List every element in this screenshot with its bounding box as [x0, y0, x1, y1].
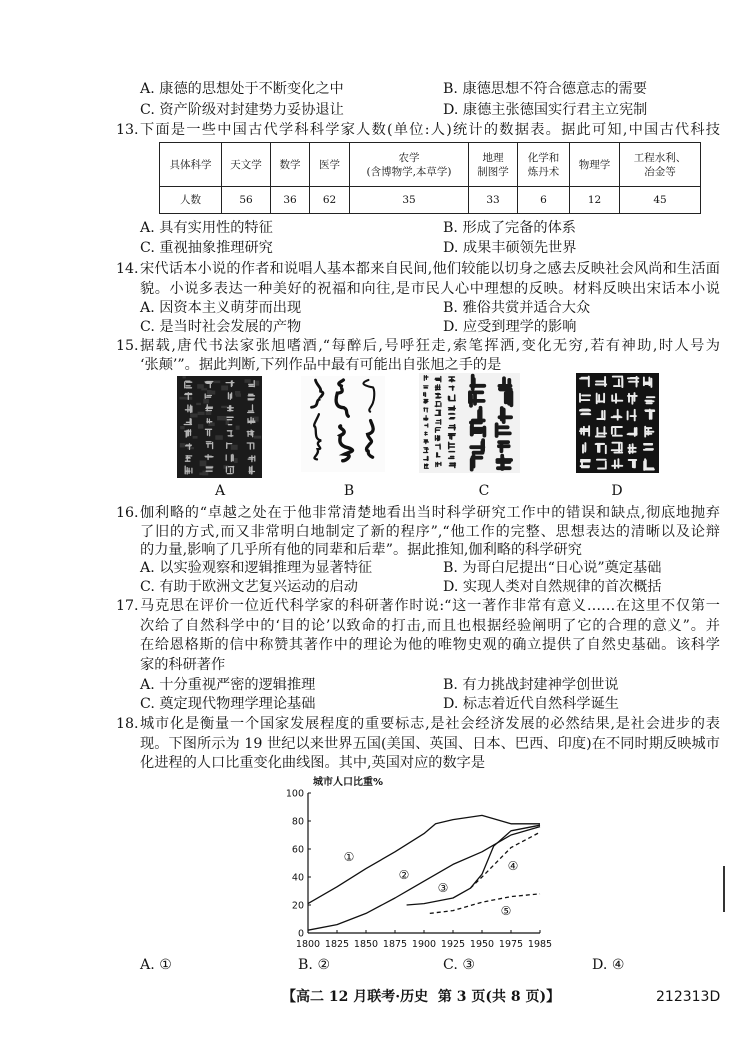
texture-speck: [203, 399, 209, 404]
y-tick-label: 0: [297, 928, 304, 940]
q16-stem-line: 伽利略的“卓越之处在于他非常清楚地看出当时科学研究工作中的错误和缺点,彻底地抛弃: [140, 505, 720, 521]
brush-stroke: [424, 386, 428, 388]
y-tick-label: 60: [291, 844, 304, 856]
table-cell: 35: [350, 187, 469, 214]
rubbing-background: [576, 373, 659, 473]
x-tick-label: 1950: [469, 939, 495, 950]
table-cell: 45: [620, 187, 701, 214]
q13-data-table: [159, 142, 701, 214]
y-tick-label: 80: [291, 816, 304, 828]
q17-option-a: A. 十分重视严密的逻辑推理: [140, 677, 316, 693]
texture-speck: [198, 424, 203, 429]
texture-speck: [236, 393, 241, 396]
table-header-cell: 化学和 炼丹术: [518, 143, 570, 187]
q13-option-c: C. 重视抽象推理研究: [140, 240, 273, 256]
calligraphy-image-b: [301, 376, 385, 472]
q16-option-d: D. 实现人类对自然规律的首次概括: [443, 579, 662, 595]
table-cell: 6: [518, 187, 570, 214]
texture-speck: [213, 381, 220, 384]
texture-speck: [207, 390, 212, 394]
texture-speck: [190, 414, 197, 418]
q17-option-d: D. 标志着近代自然科学诞生: [443, 696, 619, 712]
texture-speck: [187, 447, 194, 449]
page-footer: 【高二 12 月联考·历史 第 3 页(共 8 页)】: [282, 989, 561, 1005]
texture-speck: [221, 386, 228, 391]
q13-stem-line: 下面是一些中国古代学科科学家人数(单位:人)统计的数据表。据此可知,中国古代科技: [140, 122, 720, 138]
chart-y-axis-title: 城市人口比重%: [313, 777, 384, 788]
q12-option-b: B. 康德思想不符合德意志的需要: [443, 81, 647, 97]
q18-option-d: D. ④: [592, 957, 625, 973]
q14-option-a: A. 因资本主义萌芽而出现: [140, 300, 302, 316]
x-tick-label: 1925: [440, 939, 466, 950]
q14-stem-line: 貌。小说多表达一种美好的祝福和向往,是市民人心中理想的反映。材料反映出宋话本小说: [140, 281, 720, 297]
x-tick-label: 1800: [295, 939, 321, 950]
q17-option-b: B. 有力挑战封建神学创世说: [443, 677, 619, 693]
texture-speck: [245, 379, 251, 383]
brush-stroke: [435, 385, 440, 391]
table-header-cell: 物理学: [570, 143, 620, 187]
series-3-line: [407, 825, 540, 905]
q17-stem-line: 家的科研著作: [140, 657, 226, 673]
q14-stem-line: 宋代话本小说的作者和说唱人基本都来自民间,他们较能以切身之感去反映社会风尚和生活面: [140, 261, 720, 277]
q18-option-c: C. ③: [443, 957, 476, 973]
x-tick-label: 1850: [353, 939, 379, 950]
q18-option-a: A. ①: [140, 957, 172, 973]
table-header-cell: 数学: [271, 143, 310, 187]
x-tick-label: 1825: [324, 939, 350, 950]
q14-option-c: C. 是当时社会发展的产物: [140, 319, 302, 335]
table-header-cell: 天文学: [222, 143, 271, 187]
q16-option-c: C. 有助于欧洲文艺复兴运动的启动: [140, 579, 358, 595]
texture-speck: [221, 406, 227, 408]
series-4-line: [470, 832, 540, 888]
brush-stroke: [424, 392, 426, 396]
y-tick-label: 40: [291, 872, 304, 884]
q17-option-c: C. 奠定现代物理学理论基础: [140, 696, 316, 712]
calligraphy-image-a: [177, 376, 262, 478]
x-tick-label: 1985: [527, 939, 553, 950]
q12-option-d: D. 康德主张德国实行君主立宪制: [443, 102, 648, 118]
q13-option-b: B. 形成了完备的体系: [443, 220, 576, 236]
q18-stem-line: 城市化是衡量一个国家发展程度的重要标志,是社会经济发展的必然结果,是社会进步的表: [140, 716, 720, 732]
table-cell: 56: [222, 187, 271, 214]
image-label-d: D: [611, 483, 623, 499]
texture-speck: [197, 384, 204, 388]
series-1-label: ①: [343, 850, 355, 864]
brush-stroke: [228, 393, 231, 400]
y-tick-label: 100: [285, 788, 304, 800]
q15-stem-line: 据载,唐代书法家张旭嗜酒,“每醉后,号呼狂走,索笔挥洒,变化无穷,若有神助,时人号为: [140, 338, 720, 354]
texture-speck: [231, 445, 238, 450]
table-header-row: [160, 143, 701, 187]
q16-number: 16.: [116, 505, 139, 521]
q14-number: 14.: [116, 261, 139, 277]
q14-option-d: D. 应受到理学的影响: [443, 319, 577, 335]
image-label-c: C: [478, 483, 490, 499]
texture-speck: [193, 436, 198, 439]
texture-speck: [180, 426, 184, 429]
q17-stem-line: 马克思在评价一位近代科学家的科研著作时说:“这一著作非常有意义……在这里不仅第一: [140, 598, 720, 614]
rubbing-background: [177, 376, 262, 478]
x-tick-label: 1875: [382, 939, 408, 950]
table-cell: 人数: [160, 187, 222, 214]
series-2-label: ②: [398, 868, 410, 882]
q16-stem-line: 了旧的方式,而又非常明白地制定了新的程序”,“他工作的完整、思想表达的清晰以及论辩: [140, 524, 720, 540]
texture-speck: [183, 376, 186, 378]
q16-option-b: B. 为哥白尼提出“日心说”奠定基础: [443, 560, 662, 576]
table-header-cell: 地理 制图学: [469, 143, 518, 187]
q13-option-a: A. 具有实用性的特征: [140, 220, 273, 236]
x-tick-label: 1975: [498, 939, 524, 950]
q17-number: 17.: [116, 598, 139, 614]
x-tick-label: 1900: [411, 939, 437, 950]
series-5-line: [430, 894, 540, 914]
texture-speck: [254, 436, 262, 439]
calligraphy-image-d: [576, 373, 659, 473]
table-cell: 62: [310, 187, 350, 214]
y-tick-label: 20: [291, 900, 304, 912]
brush-stroke: [449, 377, 455, 382]
table-header-cell: 医学: [310, 143, 350, 187]
calligraphy-image-c: [419, 373, 520, 473]
q16-stem-line: 的力量,影响了几乎所有他的同辈和后辈”。据此推知,伽利略的科学研究: [140, 542, 582, 558]
q15-stem-line: ‘张颠’”。据此判断,下列作品中最有可能出自张旭之手的是: [140, 357, 502, 373]
urbanization-line-chart: [280, 770, 570, 952]
q13-option-d: D. 成果丰硕领先世界: [443, 240, 577, 256]
texture-speck: [234, 458, 237, 463]
table-header-cell: 具体科学: [160, 143, 222, 187]
image-label-a: A: [214, 483, 226, 499]
q12-option-a: A. 康德的思想处于不断变化之中: [140, 81, 344, 97]
q13-number: 13.: [116, 122, 139, 138]
texture-speck: [217, 416, 223, 420]
brush-stroke: [506, 392, 512, 405]
q18-stem-line: 现。下图所示为 19 世纪以来世界五国(美国、英国、日本、巴西、印度)在不同时期反映城市: [140, 736, 720, 752]
series-5-label: ⑤: [500, 904, 512, 918]
texture-speck: [198, 412, 205, 415]
q14-option-b: B. 雅俗共赏并适合大众: [443, 300, 591, 316]
q16-option-a: A. 以实验观察和逻辑推理为显著特征: [140, 560, 373, 576]
table-cell: 36: [271, 187, 310, 214]
chart-series: [308, 815, 540, 930]
q18-stem-line: 化进程的人口比重变化曲线图。其中,英国对应的数字是: [140, 755, 486, 771]
texture-speck: [236, 426, 240, 430]
q17-stem-line: 在给恩格斯的信中称赞其著作中的理论为他的唯物史观的确立提供了自然史基础。该科学: [140, 637, 720, 653]
table-row: [160, 187, 701, 214]
table-cell: 33: [469, 187, 518, 214]
table-header-cell: 工程水利、 冶金等: [620, 143, 701, 187]
q18-number: 18.: [116, 716, 139, 732]
q15-number: 15.: [116, 338, 139, 354]
series-4-label: ④: [507, 859, 519, 873]
table-header-cell: 农学 (含博物学,本草学): [350, 143, 469, 187]
q12-option-c: C. 资产阶级对封建势力妥协退让: [140, 102, 344, 118]
image-label-b: B: [343, 483, 355, 499]
texture-speck: [254, 381, 259, 386]
q18-option-b: B. ②: [298, 957, 331, 973]
table-cell: 12: [570, 187, 620, 214]
series-3-label: ③: [437, 881, 449, 895]
texture-speck: [223, 416, 227, 420]
texture-speck: [215, 435, 223, 440]
q17-stem-line: 次给了自然科学中的‘目的论’以致命的打击,而且也根据经验阐明了它的合理的意义”。并: [140, 618, 720, 634]
brush-stroke: [424, 400, 428, 404]
exam-code: 212313D: [656, 989, 721, 1005]
texture-speck: [180, 397, 187, 400]
texture-speck: [200, 461, 207, 467]
texture-speck: [196, 403, 201, 405]
scan-artifact-mark: [723, 866, 725, 912]
brush-stroke: [435, 436, 439, 441]
